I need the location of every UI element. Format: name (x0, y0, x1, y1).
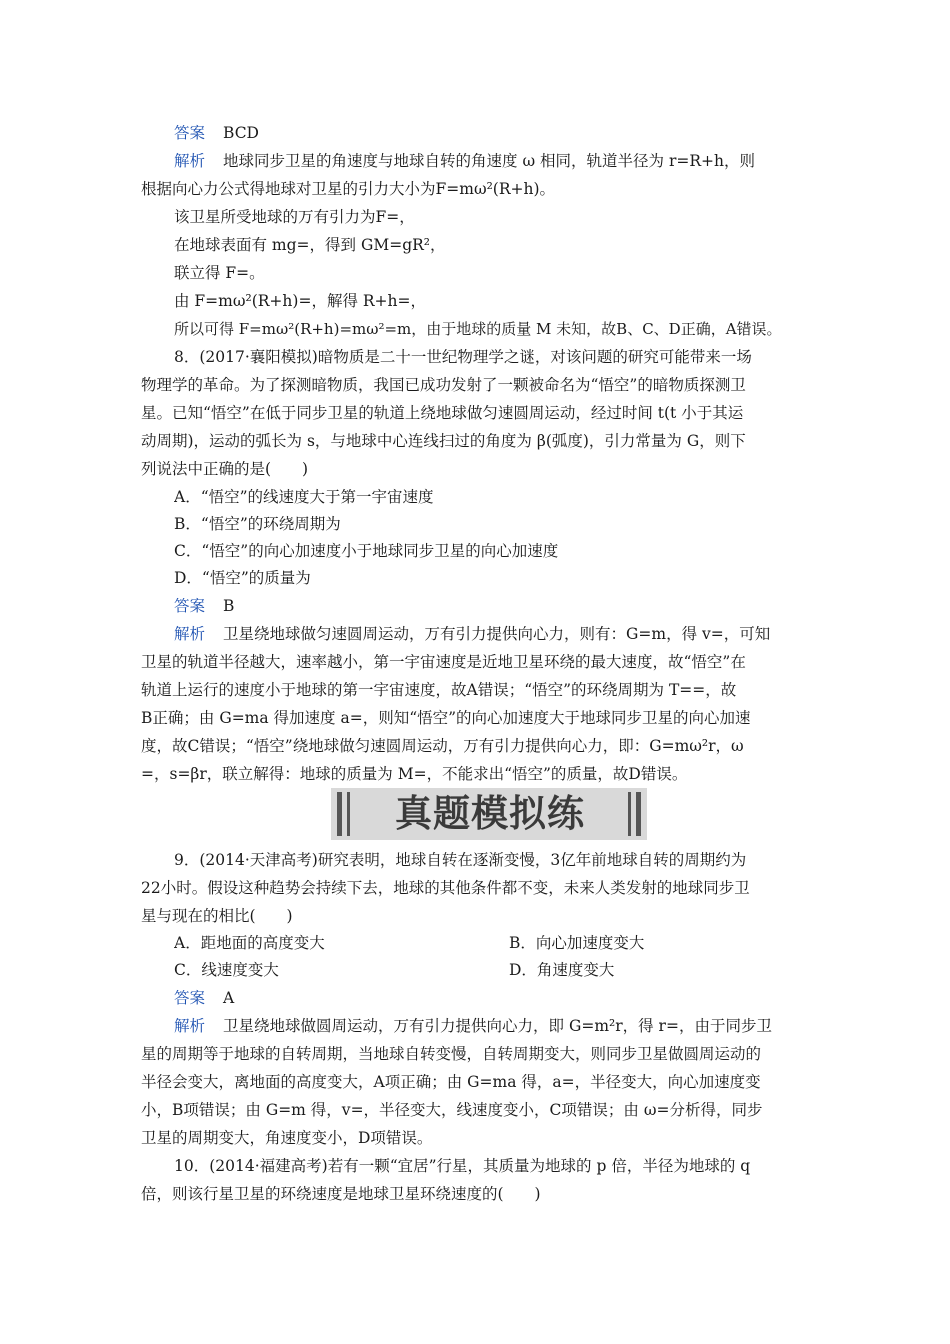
question-9-stem: 9．(2014·天津高考)研究表明，地球自转在逐渐变慢，3亿年前地球自转的周期约为 (174, 851, 747, 869)
answer-label: 答案 (174, 597, 206, 615)
option-b: B．向心加速度变大 (509, 934, 645, 952)
question-8-stem: 列说法中正确的是( ) (141, 460, 309, 478)
question-9-stem: 22小时。假设这种趋势会持续下去，地球的其他条件都不变，未来人类发射的地球同步卫 (141, 879, 750, 897)
answer-line (174, 123, 814, 143)
question-10-stem: 倍，则该行星卫星的环绕速度是地球卫星环绕速度的( ) (141, 1185, 541, 1203)
analysis-label: 解析 (174, 152, 206, 170)
question-8-stem: 星。已知“悟空”在低于同步卫星的轨道上绕地球做匀速圆周运动，经过时间 t(t 小于其运 (141, 404, 744, 422)
banner-bar-left-thin (347, 792, 350, 836)
analysis-text: 根据向心力公式得地球对卫星的引力大小为F=mω²(R+h)。 (141, 180, 556, 198)
analysis-text: 卫星绕地球做匀速圆周运动，万有引力提供向心力，则有：G=m，得 v=，可知 (223, 625, 771, 643)
option-c: C．“悟空”的向心加速度小于地球同步卫星的向心加速度 (174, 542, 559, 560)
analysis-text: 联立得 F=。 (174, 264, 265, 282)
analysis-line (174, 151, 814, 171)
option-a: A．“悟空”的线速度大于第一宇宙速度 (174, 488, 434, 506)
answer-line (174, 596, 814, 616)
analysis-line (174, 624, 814, 644)
analysis-text: 星的周期等于地球的自转周期，当地球自转变慢，自转周期变大，则同步卫星做圆周运动的 (141, 1045, 762, 1063)
answer-label: 答案 (174, 989, 206, 1007)
analysis-text: 小，B项错误；由 G=m 得，v=，半径变大，线速度变小，C项错误；由 ω=分析得，同步 (141, 1101, 763, 1119)
question-8-stem: 8．(2017·襄阳模拟)暗物质是二十一世纪物理学之谜，对该问题的研究可能带来一场 (174, 348, 752, 366)
option-a: A．距地面的高度变大 (174, 934, 325, 952)
section-banner (331, 788, 647, 840)
option-b: B．“悟空”的环绕周期为 (174, 515, 341, 533)
answer-value: B (223, 597, 235, 615)
answer-line (174, 988, 814, 1008)
question-9-stem: 星与现在的相比( ) (141, 907, 293, 925)
answer-label: 答案 (174, 124, 206, 142)
banner-bar-right (636, 792, 641, 836)
question-8-stem: 动周期)，运动的弧长为 s，与地球中心连线扫过的角度为 β(弧度)，引力常量为 G，则下 (141, 432, 746, 450)
analysis-text: 卫星绕地球做圆周运动，万有引力提供向心力，即 G=m²r，得 r=，由于同步卫 (223, 1017, 772, 1035)
analysis-text: 所以可得 F=mω²(R+h)=mω²=m，由于地球的质量 M 未知，故B、C、D正确，A错误。 (174, 320, 782, 338)
analysis-text: 轨道上运行的速度小于地球的第一宇宙速度，故A错误；“悟空”的环绕周期为 T==，故 (141, 681, 737, 699)
analysis-text: 半径会变大，离地面的高度变大，A项正确；由 G=ma 得，a=，半径变大，向心加速度变 (141, 1073, 761, 1091)
analysis-text: =，s=βr，联立解得：地球的质量为 M=，不能求出“悟空”的质量，故D错误。 (141, 765, 688, 783)
analysis-text: 度，故C错误；“悟空”绕地球做匀速圆周运动，万有引力提供向心力，即：G=mω²r，ω (141, 737, 744, 755)
option-d: D．角速度变大 (509, 961, 615, 979)
analysis-label: 解析 (174, 625, 206, 643)
question-8-stem: 物理学的革命。为了探测暗物质，我国已成功发射了一颗被命名为“悟空”的暗物质探测卫 (141, 376, 746, 394)
banner-bar-left (337, 792, 342, 836)
answer-value: BCD (223, 124, 259, 142)
question-10-stem: 10．(2014·福建高考)若有一颗“宜居”行星，其质量为地球的 p 倍，半径为地球的 q (174, 1157, 751, 1175)
analysis-label: 解析 (174, 1017, 206, 1035)
analysis-text: 由 F=mω²(R+h)=，解得 R+h=， (174, 292, 426, 310)
option-c: C．线速度变大 (174, 961, 279, 979)
analysis-text: 地球同步卫星的角速度与地球自转的角速度 ω 相同，轨道半径为 r=R+h，则 (223, 152, 755, 170)
analysis-text: B正确；由 G=ma 得加速度 a=，则知“悟空”的向心加速度大于地球同步卫星的向心加速 (141, 709, 751, 727)
analysis-text: 该卫星所受地球的万有引力为F=， (174, 208, 415, 226)
analysis-text: 卫星的周期变大，角速度变小，D项错误。 (141, 1129, 433, 1147)
analysis-text: 在地球表面有 mg=，得到 GM=gR²， (174, 236, 446, 254)
option-d: D．“悟空”的质量为 (174, 569, 311, 587)
section-title: 真题模拟练 (395, 792, 585, 835)
analysis-line (174, 1016, 814, 1036)
banner-bar-right-thin (628, 792, 631, 836)
analysis-text: 卫星的轨道半径越大，速率越小，第一宇宙速度是近地卫星环绕的最大速度，故“悟空”在 (141, 653, 746, 671)
answer-value: A (223, 989, 235, 1007)
